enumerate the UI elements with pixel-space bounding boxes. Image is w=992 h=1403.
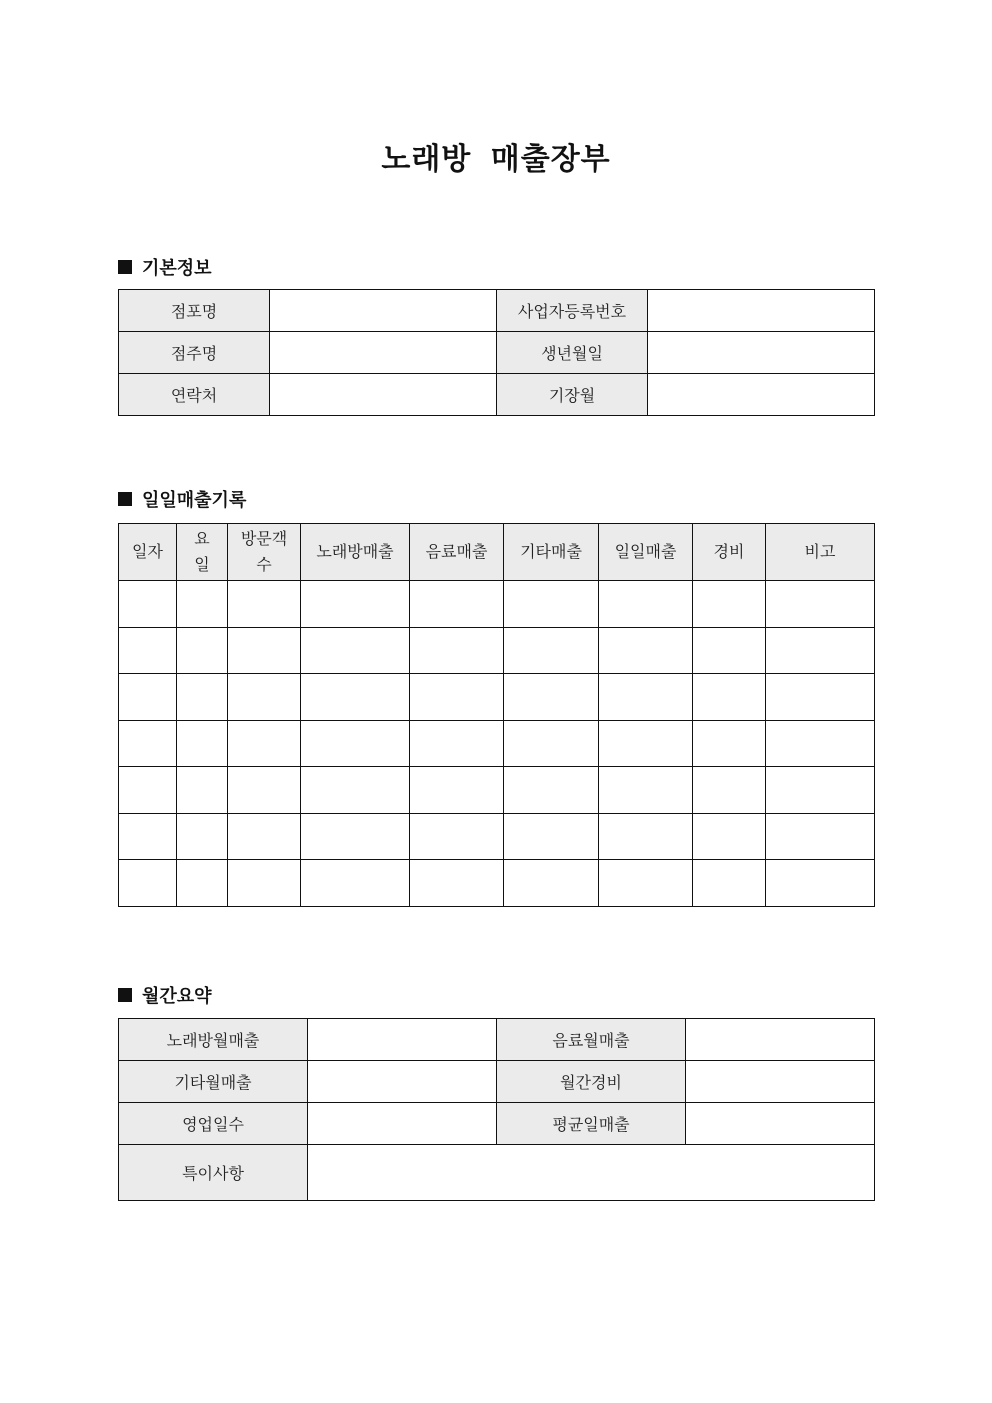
column-header-date: 일자 bbox=[119, 524, 177, 581]
field-label-business-reg-no: 사업자등록번호 bbox=[497, 290, 648, 332]
section-heading-daily-sales bbox=[118, 486, 246, 512]
karaoke-sales-cell[interactable] bbox=[301, 813, 410, 860]
weekday-cell[interactable] bbox=[177, 627, 228, 674]
beverage-sales-cell[interactable] bbox=[410, 860, 504, 907]
business-reg-no-field[interactable] bbox=[648, 290, 875, 332]
visitors-cell[interactable] bbox=[228, 813, 301, 860]
date-cell[interactable] bbox=[119, 674, 177, 721]
karaoke-sales-cell[interactable] bbox=[301, 767, 410, 814]
weekday-cell[interactable] bbox=[177, 720, 228, 767]
expenses-cell[interactable] bbox=[693, 767, 766, 814]
karaoke-sales-cell[interactable] bbox=[301, 860, 410, 907]
visitors-cell[interactable] bbox=[228, 674, 301, 721]
karaoke-sales-cell[interactable] bbox=[301, 627, 410, 674]
field-label-store-name: 점포명 bbox=[119, 290, 270, 332]
expenses-cell[interactable] bbox=[693, 674, 766, 721]
other-sales-cell[interactable] bbox=[504, 581, 599, 628]
beverage-sales-cell[interactable] bbox=[410, 674, 504, 721]
field-label-bookkeeping-month: 기장월 bbox=[497, 374, 648, 416]
basic-info-table bbox=[118, 289, 875, 416]
date-cell[interactable] bbox=[119, 860, 177, 907]
date-cell[interactable] bbox=[119, 767, 177, 814]
beverage-monthly-sales-field[interactable] bbox=[686, 1019, 875, 1061]
daily-sales-cell[interactable] bbox=[599, 581, 693, 628]
date-cell[interactable] bbox=[119, 627, 177, 674]
date-cell[interactable] bbox=[119, 813, 177, 860]
weekday-cell[interactable] bbox=[177, 860, 228, 907]
owner-name-field[interactable] bbox=[270, 332, 497, 374]
field-label-monthly-expenses: 월간경비 bbox=[497, 1061, 686, 1103]
notes-cell[interactable] bbox=[766, 813, 875, 860]
daily-sales-cell[interactable] bbox=[599, 674, 693, 721]
notes-cell[interactable] bbox=[766, 674, 875, 721]
table-header-row bbox=[119, 524, 875, 581]
field-label-contact: 연락처 bbox=[119, 374, 270, 416]
notes-cell[interactable] bbox=[766, 627, 875, 674]
other-sales-cell[interactable] bbox=[504, 627, 599, 674]
date-cell[interactable] bbox=[119, 581, 177, 628]
column-header-expenses: 경비 bbox=[693, 524, 766, 581]
karaoke-sales-cell[interactable] bbox=[301, 581, 410, 628]
average-daily-sales-field[interactable] bbox=[686, 1103, 875, 1145]
field-label-karaoke-monthly-sales: 노래방월매출 bbox=[119, 1019, 308, 1061]
table-row bbox=[119, 374, 875, 416]
other-sales-cell[interactable] bbox=[504, 767, 599, 814]
visitors-cell[interactable] bbox=[228, 627, 301, 674]
special-notes-field[interactable] bbox=[308, 1145, 875, 1201]
daily-sales-cell[interactable] bbox=[599, 767, 693, 814]
weekday-cell[interactable] bbox=[177, 813, 228, 860]
weekday-cell[interactable] bbox=[177, 674, 228, 721]
table-row bbox=[119, 1145, 875, 1201]
table-row bbox=[119, 1019, 875, 1061]
column-header-daily-sales: 일일매출 bbox=[599, 524, 693, 581]
field-label-business-days: 영업일수 bbox=[119, 1103, 308, 1145]
beverage-sales-cell[interactable] bbox=[410, 720, 504, 767]
other-sales-cell[interactable] bbox=[504, 813, 599, 860]
notes-cell[interactable] bbox=[766, 767, 875, 814]
business-days-field[interactable] bbox=[308, 1103, 497, 1145]
column-header-visitors bbox=[228, 524, 301, 581]
table-row bbox=[119, 627, 875, 674]
daily-sales-cell[interactable] bbox=[599, 813, 693, 860]
notes-cell[interactable] bbox=[766, 860, 875, 907]
store-name-field[interactable] bbox=[270, 290, 497, 332]
table-row bbox=[119, 767, 875, 814]
section-heading-label: 일일매출기록 bbox=[142, 490, 247, 511]
other-sales-cell[interactable] bbox=[504, 720, 599, 767]
table-row bbox=[119, 1061, 875, 1103]
column-header-beverage-sales: 음료매출 bbox=[410, 524, 504, 581]
expenses-cell[interactable] bbox=[693, 627, 766, 674]
black-square-icon bbox=[118, 492, 132, 506]
beverage-sales-cell[interactable] bbox=[410, 627, 504, 674]
weekday-cell[interactable] bbox=[177, 581, 228, 628]
weekday-cell[interactable] bbox=[177, 767, 228, 814]
table-row bbox=[119, 1103, 875, 1145]
field-label-birth-date: 생년월일 bbox=[497, 332, 648, 374]
beverage-sales-cell[interactable] bbox=[410, 813, 504, 860]
visitors-cell[interactable] bbox=[228, 860, 301, 907]
column-header-weekday-line2: 일 bbox=[194, 555, 210, 574]
column-header-other-sales: 기타매출 bbox=[504, 524, 599, 581]
visitors-cell[interactable] bbox=[228, 581, 301, 628]
karaoke-sales-cell[interactable] bbox=[301, 720, 410, 767]
expenses-cell[interactable] bbox=[693, 813, 766, 860]
date-cell[interactable] bbox=[119, 720, 177, 767]
other-monthly-sales-field[interactable] bbox=[308, 1061, 497, 1103]
karaoke-sales-cell[interactable] bbox=[301, 674, 410, 721]
daily-sales-cell[interactable] bbox=[599, 627, 693, 674]
beverage-sales-cell[interactable] bbox=[410, 767, 504, 814]
notes-cell[interactable] bbox=[766, 581, 875, 628]
monthly-expenses-field[interactable] bbox=[686, 1061, 875, 1103]
notes-cell[interactable] bbox=[766, 720, 875, 767]
visitors-cell[interactable] bbox=[228, 767, 301, 814]
daily-sales-table bbox=[118, 523, 875, 907]
visitors-cell[interactable] bbox=[228, 720, 301, 767]
section-heading-monthly-summary bbox=[118, 982, 212, 1008]
table-row bbox=[119, 332, 875, 374]
expenses-cell[interactable] bbox=[693, 860, 766, 907]
bookkeeping-month-field[interactable] bbox=[648, 374, 875, 416]
black-square-icon bbox=[118, 988, 132, 1002]
column-header-karaoke-sales: 노래방매출 bbox=[301, 524, 410, 581]
table-row bbox=[119, 860, 875, 907]
daily-sales-rows bbox=[119, 581, 875, 907]
monthly-summary-table bbox=[118, 1018, 875, 1201]
field-label-special-notes: 특이사항 bbox=[119, 1145, 308, 1201]
section-heading-label: 기본정보 bbox=[142, 258, 212, 279]
contact-field[interactable] bbox=[270, 374, 497, 416]
section-heading-basic-info bbox=[118, 254, 212, 280]
expenses-cell[interactable] bbox=[693, 720, 766, 767]
black-square-icon bbox=[118, 260, 132, 274]
expenses-cell[interactable] bbox=[693, 581, 766, 628]
daily-sales-cell[interactable] bbox=[599, 720, 693, 767]
column-header-visitors-line1: 방문객 bbox=[240, 529, 288, 548]
section-heading-label: 월간요약 bbox=[142, 986, 212, 1007]
column-header-weekday-line1: 요 bbox=[194, 529, 210, 548]
table-row bbox=[119, 290, 875, 332]
karaoke-monthly-sales-field[interactable] bbox=[308, 1019, 497, 1061]
document-title: 노래방 매출장부 bbox=[381, 142, 611, 177]
birth-date-field[interactable] bbox=[648, 332, 875, 374]
column-header-weekday bbox=[177, 524, 228, 581]
table-row bbox=[119, 674, 875, 721]
other-sales-cell[interactable] bbox=[504, 860, 599, 907]
daily-sales-cell[interactable] bbox=[599, 860, 693, 907]
table-row bbox=[119, 720, 875, 767]
field-label-other-monthly-sales: 기타월매출 bbox=[119, 1061, 308, 1103]
field-label-average-daily-sales: 평균일매출 bbox=[497, 1103, 686, 1145]
field-label-owner-name: 점주명 bbox=[119, 332, 270, 374]
table-row bbox=[119, 581, 875, 628]
other-sales-cell[interactable] bbox=[504, 674, 599, 721]
beverage-sales-cell[interactable] bbox=[410, 581, 504, 628]
column-header-visitors-line2: 수 bbox=[256, 555, 272, 574]
column-header-notes: 비고 bbox=[766, 524, 875, 581]
table-row bbox=[119, 813, 875, 860]
field-label-beverage-monthly-sales: 음료월매출 bbox=[497, 1019, 686, 1061]
